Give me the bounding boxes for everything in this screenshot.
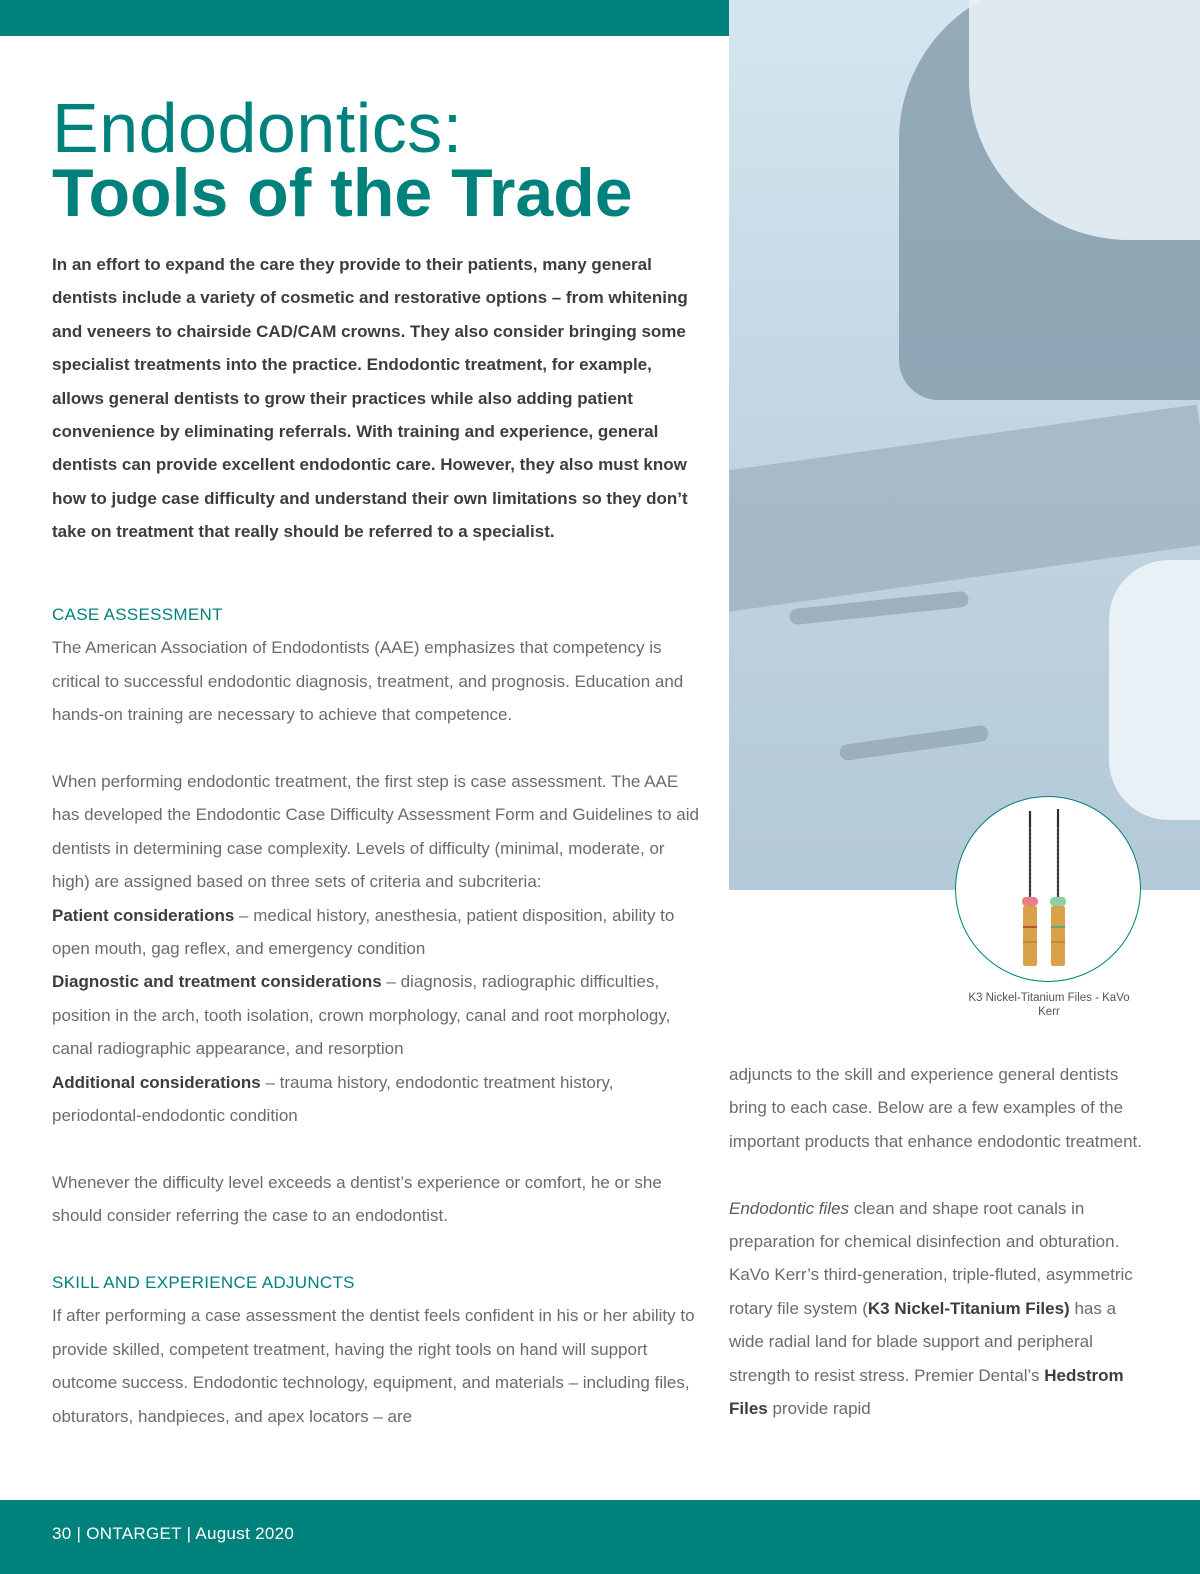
product-hedstrom-files: Hedstrom Files	[729, 1365, 1124, 1419]
footer-bar	[0, 1500, 1200, 1574]
photo-drawer-handle	[839, 725, 990, 762]
criteria-term: Additional considerations	[52, 1072, 261, 1092]
case-assessment-paragraph-2: When performing endodontic treatment, the first step is case assessment. The AAE has developed the Endodontic Case Difficulty Assessment Form and Guidelines to aid dentists in determining case complexity. Levels of difficulty (minimal, moderate, or high) are assigned based on three sets of criteria and subcriteria:	[52, 772, 699, 892]
term-endodontic-files: Endodontic files	[729, 1198, 850, 1218]
case-assessment-paragraph-3: Whenever the difficulty level exceeds a dentist’s experience or comfort, he or she should consider referring the case to an endodontist.	[52, 1172, 662, 1226]
left-column	[52, 598, 702, 1433]
criteria-term: Diagnostic and treatment considerations	[52, 972, 382, 992]
skill-paragraph-1: If after performing a case assessment the dentist feels confident in his or her ability to provide skilled, competent treatment, having the right tools on hand will support outcome success. Endodontic technology, equipment, and materials – including files, obturators, handpieces, and apex locators – are	[52, 1306, 695, 1426]
criteria-item-patient	[52, 899, 702, 966]
top-accent-bar	[0, 0, 729, 36]
criteria-description: – trauma history, endodontic treatment history, periodontal-endodontic condition	[52, 1072, 614, 1126]
header-photo	[729, 0, 1200, 890]
criteria-item-diagnostic	[52, 965, 702, 1065]
criteria-term: Patient considerations	[52, 905, 235, 925]
case-assessment-paragraph-1: The American Association of Endodontists (AAE) emphasizes that competency is critical to successful endodontic diagnosis, treatment, and prognosis. Education and hands-on training are necessary to achieve that competence.	[52, 638, 684, 725]
photo-glow-shape	[1109, 560, 1200, 820]
product-k3-files: K3 Nickel-Titanium Files)	[867, 1298, 1070, 1318]
criteria-description: – medical history, anesthesia, patient disposition, ability to open mouth, gag reflex, and emergency condition	[52, 905, 675, 959]
text-run: provide rapid	[767, 1399, 871, 1419]
footer-page-info: 30 | ONTARGET | August 2020	[52, 1524, 295, 1543]
page-title-line1: Endodontics:	[52, 89, 463, 167]
section-heading-skill-adjuncts: SKILL AND EXPERIENCE ADJUNCTS	[52, 1273, 355, 1293]
criteria-item-additional	[52, 1066, 702, 1133]
page-title-line2: Tools of the Trade	[52, 155, 633, 231]
right-paragraph-1: adjuncts to the skill and experience general dentists bring to each case. Below are a few examples of the important products that enhance endodontic treatment.	[729, 1065, 1142, 1151]
k3-files-product-image	[955, 796, 1141, 982]
text-run: has a wide radial land for blade support and peripheral strength to resist stress. Premier Dental’s	[729, 1298, 1117, 1385]
text-run: clean and shape root canals in preparation for chemical disinfection and obturation. KaVo Kerr’s third-generation, triple-fluted, asymmetric rotary file system (	[729, 1198, 1133, 1318]
right-paragraph-2	[729, 1192, 1149, 1426]
endodontic-files-illustration	[956, 797, 1141, 982]
section-heading-case-assessment: CASE ASSESSMENT	[52, 605, 223, 624]
image-caption: K3 Nickel-Titanium Files - KaVo Kerr	[968, 992, 1130, 1018]
intro-paragraph: In an effort to expand the care they provide to their patients, many general dentists include a variety of cosmetic and restorative options – from whitening and veneers to chairside CAD/CAM crowns. They also consider bringing some specialist treatments into the practice. Endodontic treatment, for example, allows general dentists to grow their practices while also adding patient convenience by eliminating referrals. With training and experience, general dentists can provide excellent endodontic care. However, they also must know how to judge case difficulty and understand their own limitations so they don’t take on treatment that really should be referred to a specialist.	[52, 255, 688, 542]
right-column	[729, 1058, 1149, 1425]
criteria-description: – diagnosis, radiographic difficulties, position in the arch, tooth isolation, crown morphology, canal and root morphology, canal radiographic appearance, and resorption	[52, 972, 671, 1059]
